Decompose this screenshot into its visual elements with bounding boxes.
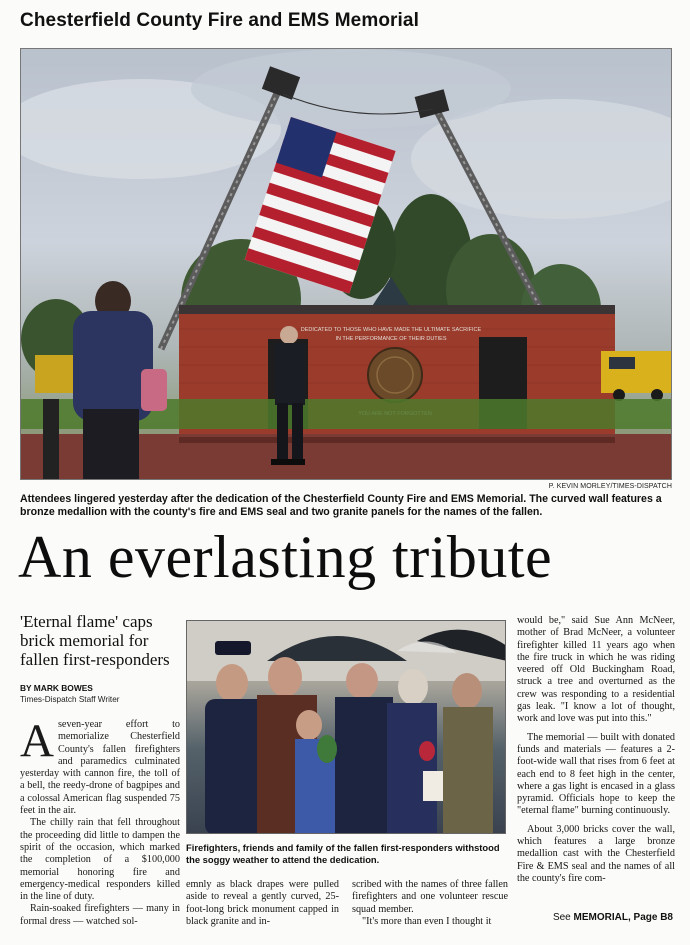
photo-credit: P. KEVIN MORLEY/TIMES-DISPATCH: [548, 483, 672, 490]
byline-title: Times-Dispatch Staff Writer: [20, 695, 120, 704]
column-2-text: emnly as black drapes were pulled aside to reveal a gently curved, 25-foot-long brick monument capped in black granite and in-: [186, 879, 339, 927]
paragraph-1: [20, 715, 180, 817]
main-photo: [20, 48, 672, 480]
column-3-text-b: "It's more than even I thought it: [362, 915, 492, 927]
paragraph-2: The chilly rain that fell throughout the proceeding did little to dampen the spirit of the occasion, which marked the completion of a $100,000 memorial honoring fire and emergency-medical responders killed in the line of duty.: [20, 817, 180, 903]
jump-line: [553, 912, 673, 923]
wall-inscription-line-2: IN THE PERFORMANCE OF THEIR DUTIES: [335, 336, 447, 342]
column-4-paragraph-1: would be," said Sue Ann McNeer, mother of Brad McNeer, a volunteer firefighter killed 11 years ago when the fire truck in which he was riding veered off Old Buckingham Road, struck a tree and overturned as the crew was responding to a residential gas leak. "I know a lot of thought, work and love was put into this.": [517, 615, 675, 725]
article-column-2: [186, 879, 339, 928]
jump-keyword: MEMORIAL: [573, 912, 628, 923]
paragraph-1-text: seven-year effort to memorialize Chesterfield County's fallen firefighters and paramedics culminated yesterday with cannon fire, the toll of a bell, the reedy-drone of bagpipes and a colossal American flag suspended 75 feet in the air.: [20, 719, 180, 817]
wall-inscription-line-1: DEDICATED TO THOSE WHO HAVE MADE THE ULTIMATE SACRIFICE: [300, 327, 482, 333]
drop-cap: A: [20, 715, 54, 767]
jump-prefix: See: [552, 912, 574, 923]
column-3-text-a: scribed with the names of three fallen firefighters and one volunteer rescue squad member.: [352, 879, 508, 915]
main-photo-caption: Attendees lingered yesterday after the dedication of the Chesterfield County Fire and EMS Memorial. The curved wall features a bronze medallion with the county's fire and EMS seal and two granite panels for the names of the fallen.: [20, 493, 662, 518]
article-column-3: [352, 879, 508, 928]
secondary-photo: [186, 620, 506, 834]
firefighters-in-rain-illustration: [187, 621, 506, 834]
article-column-1: [20, 715, 180, 928]
column-4-paragraph-3: About 3,000 bricks cover the wall, which features a large bronze medallion cast with the Chesterfield Fire & EMS seal and the names of all the county's fire com-: [517, 823, 675, 884]
memorial-scene-illustration: [21, 49, 672, 480]
byline-author: BY MARK BOWES: [20, 683, 93, 693]
section-title: Chesterfield County Fire and EMS Memorial: [20, 10, 419, 31]
paragraph-3: Rain-soaked firefighters — many in formal dress — watched sol-: [20, 903, 180, 927]
column-4-paragraph-2: The memorial — built with donated funds and materials — features a 2-foot-wide wall that rises from 6 feet at each end to 8 feet high in the center, where a gas light is encased in a glass pyramid. Officials hope to keep the "eternal flame" burning continuously.: [517, 731, 675, 817]
subheadline: 'Eternal flame' caps brick memorial for fallen first-responders: [20, 612, 170, 669]
secondary-photo-caption: Firefighters, friends and family of the fallen first-responders withstood the soggy weather to attend the dedication.: [186, 842, 500, 865]
article-column-4: [517, 615, 675, 885]
headline: An everlasting tribute: [18, 524, 553, 590]
jump-suffix: , Page B8: [627, 912, 673, 923]
